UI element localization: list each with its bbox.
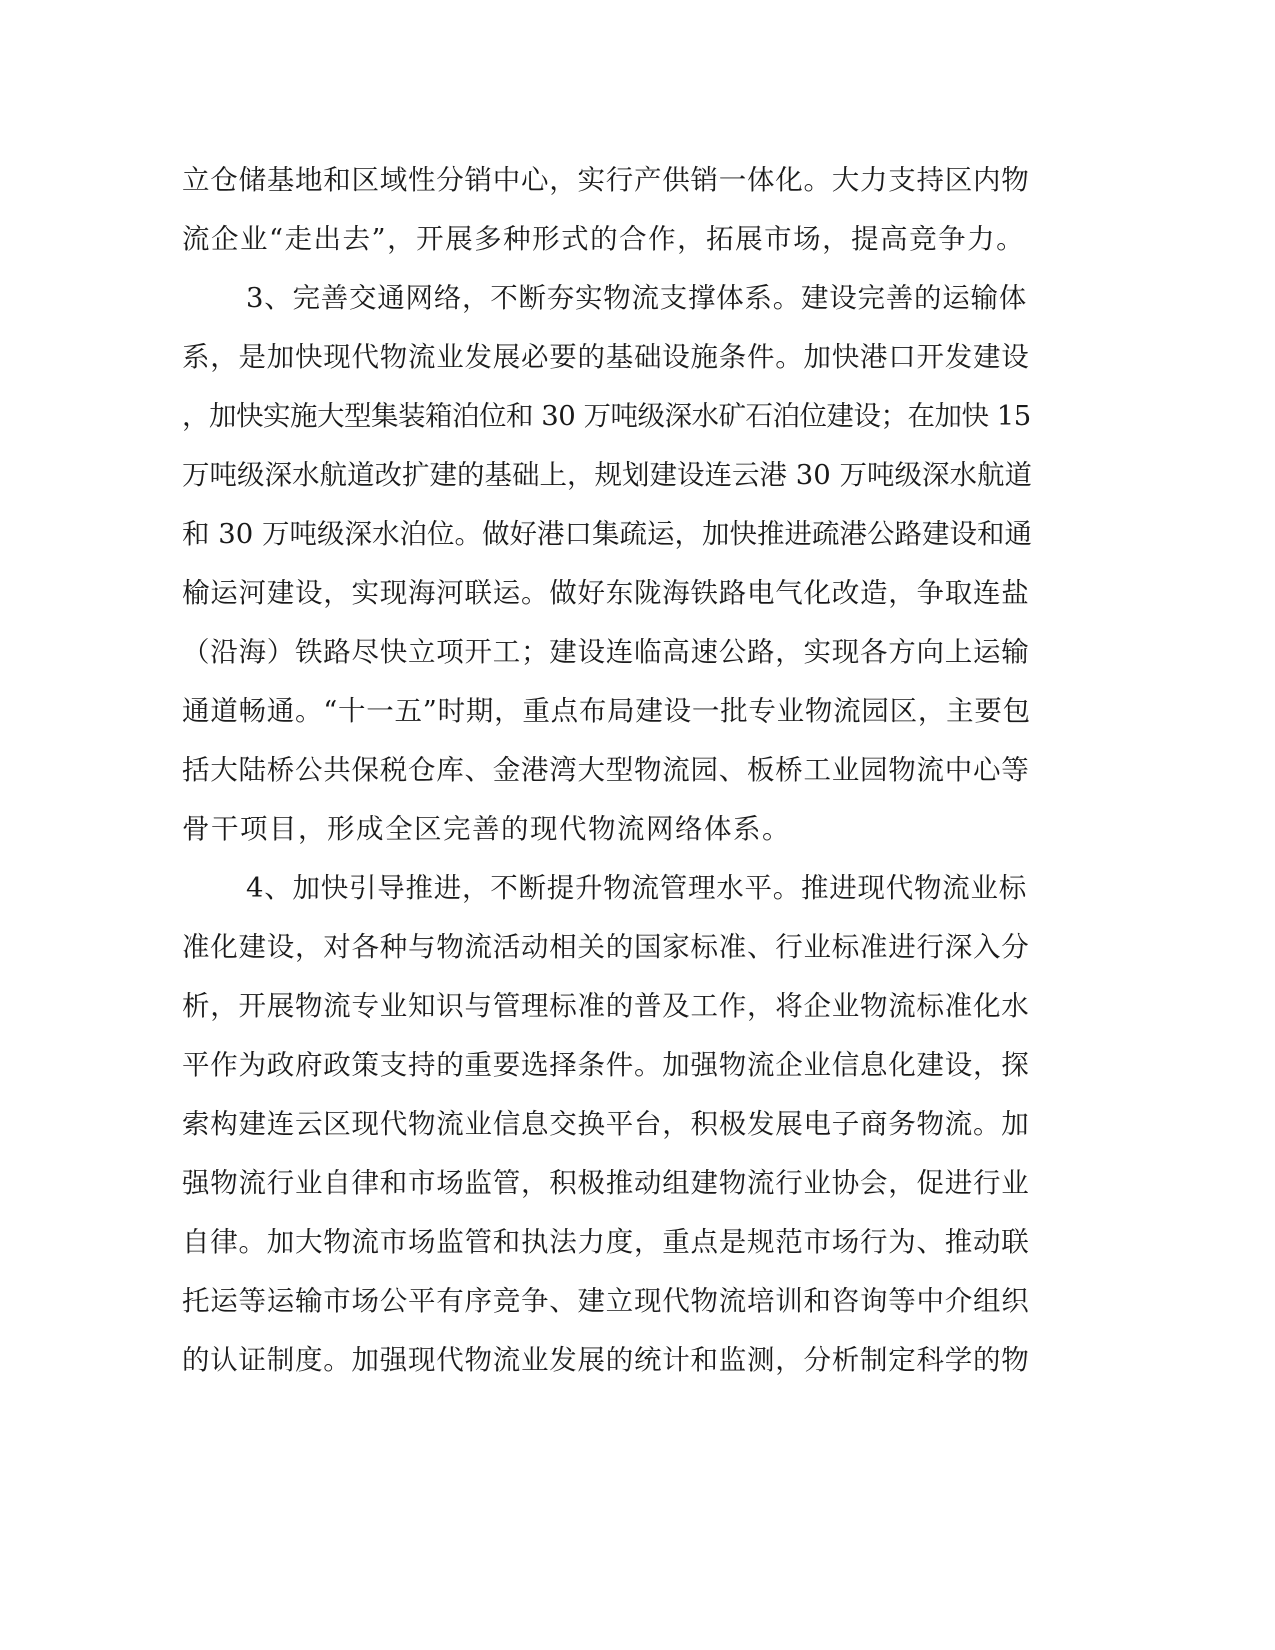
text-line-10: 通道畅通。“十一五”时期，重点布局建设一批专业物流园区，主要包 (182, 695, 1031, 727)
text-line-8: 榆运河建设，实现海河联运。做好东陇海铁路电气化改造，争取连盐 (182, 577, 1030, 609)
text-line-7: 和 30 万吨级深水泊位。做好港口集疏运，加快推进疏港公路建设和通 (182, 518, 1032, 550)
text-line-12: 骨干项目，形成全区完善的现代物流网络体系。 (182, 813, 791, 845)
text-line-21: 的认证制度。加强现代物流业发展的统计和监测，分析制定科学的物 (182, 1344, 1030, 1376)
text-line-18: 强物流行业自律和市场监管，积极推动组建物流行业协会，促进行业 (182, 1167, 1030, 1199)
text-line-2: 流企业“走出去”，开展多种形式的合作，拓展市场，提高竞争力。 (182, 223, 1026, 255)
text-line-6: 万吨级深水航道改扩建的基础上，规划建设连云港 30 万吨级深水航道 (182, 459, 1032, 491)
text-line-5: ，加快实施大型集装箱泊位和 30 万吨级深水矿石泊位建设；在加快 15 (182, 400, 1031, 432)
text-line-1: 立仓储基地和区域性分销中心，实行产供销一体化。大力支持区内物 (182, 164, 1030, 196)
text-line-15: 析，开展物流专业知识与管理标准的普及工作，将企业物流标准化水 (182, 990, 1030, 1022)
text-line-9: （沿海）铁路尽快立项开工；建设连临高速公路，实现各方向上运输 (182, 636, 1030, 668)
text-line-14: 准化建设，对各种与物流活动相关的国家标准、行业标准进行深入分 (182, 931, 1030, 963)
text-line-11: 括大陆桥公共保税仓库、金港湾大型物流园、板桥工业园物流中心等 (182, 754, 1030, 786)
text-line-20: 托运等运输市场公平有序竞争、建立现代物流培训和咨询等中介组织 (182, 1285, 1030, 1317)
text-line-16: 平作为政府政策支持的重要选择条件。加强物流企业信息化建设，探 (182, 1049, 1030, 1081)
text-line-19: 自律。加大物流市场监管和执法力度，重点是规范市场行为、推动联 (182, 1226, 1030, 1258)
paragraph-4-heading-line: 4、加快引导推进，不断提升物流管理水平。推进现代物流业标 (246, 872, 1027, 904)
text-line-4: 系，是加快现代物流业发展必要的基础设施条件。加快港口开发建设 (182, 341, 1030, 373)
text-line-17: 索构建连云区现代物流业信息交换平台，积极发展电子商务物流。加 (182, 1108, 1030, 1140)
paragraph-3-heading-line: 3、完善交通网络，不断夯实物流支撑体系。建设完善的运输体 (246, 282, 1027, 314)
